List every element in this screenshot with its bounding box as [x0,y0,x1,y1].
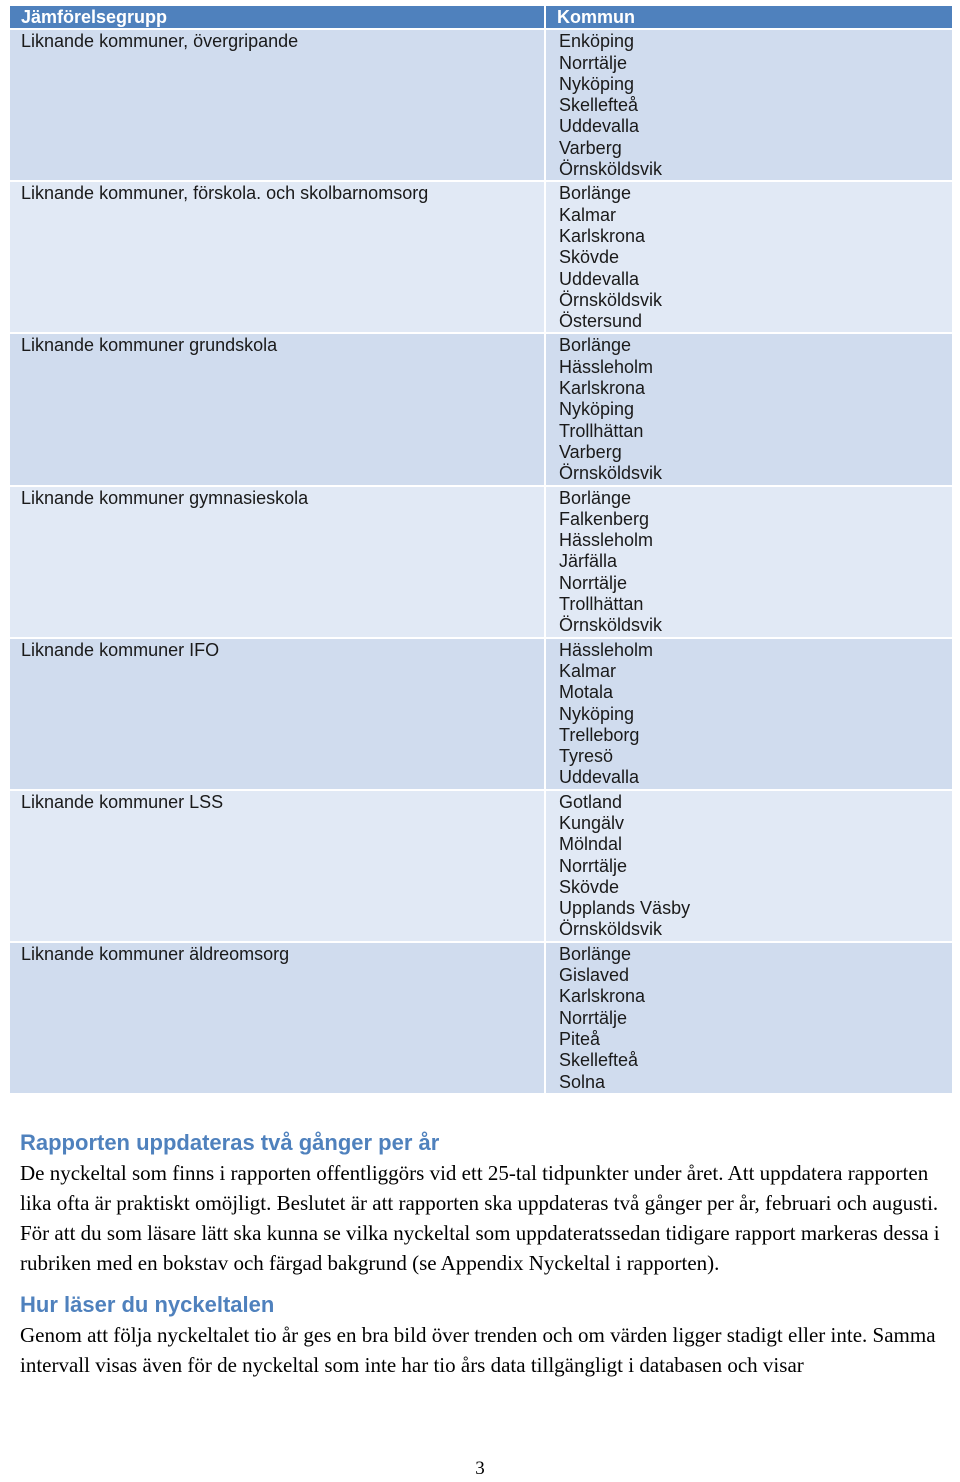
municipality-name: Borlänge [559,487,632,508]
comparison-group-cell: Liknande kommuner LSS [9,790,545,942]
municipality-name: Motala [559,682,614,703]
municipality-name: Karlskrona [559,986,646,1007]
municipality-name: Uddevalla [559,767,640,788]
table-row [9,790,953,942]
municipality-name: Järfälla [559,551,618,572]
municipality-name: Örnsköldsvik [559,159,663,180]
table-body [9,29,953,1094]
municipality-name: Nyköping [559,703,635,724]
municipality-name: Örnsköldsvik [559,919,663,940]
municipality-name: Nyköping [559,399,635,420]
municipality-name: Kalmar [559,660,617,681]
municipality-name: Falkenberg [559,508,650,529]
municipality-name: Karlskrona [559,225,646,246]
municipality-list-cell [545,942,953,1094]
comparison-group-cell: Liknande kommuner äldreomsorg [9,942,545,1094]
municipality-list-cell [545,790,953,942]
municipality-name: Varberg [559,441,622,462]
municipality-name: Uddevalla [559,268,640,289]
table-row [9,333,953,485]
municipality-name: Gislaved [559,965,630,986]
municipality-list-cell [545,333,953,485]
municipality-name: Norrtälje [559,855,628,876]
municipality-name: Örnsköldsvik [559,615,663,636]
municipality-name: Varberg [559,137,622,158]
section-heading-reading: Hur läser du nyckeltalen [20,1292,275,1317]
comparison-group-cell: Liknande kommuner, övergripande [9,29,545,181]
table-row [9,638,953,790]
municipality-name: Kungälv [559,812,625,833]
municipality-name: Skellefteå [559,95,639,116]
municipality-name: Uddevalla [559,116,640,137]
municipality-name: Upplands Väsby [559,898,691,919]
municipality-list-cell [545,638,953,790]
municipality-name: Örnsköldsvik [559,463,663,484]
comparison-group-cell: Liknande kommuner grundskola [9,333,545,485]
municipality-name: Skövde [559,876,620,897]
municipality-name: Gotland [559,791,623,812]
table-row [9,486,953,638]
municipality-name: Trelleborg [559,724,640,745]
column-header-group: Jämförelsegrupp [9,5,545,29]
municipality-name: Skellefteå [559,1050,639,1071]
municipality-name: Karlskrona [559,378,646,399]
municipality-name: Enköping [559,31,635,52]
table-row [9,181,953,333]
section-paragraph-reading: Genom att följa nyckeltalet tio år ges en bra bild över trenden och om värden ligger stadigt eller inte. Samma intervall visas även för de nyckeltal som inte har tio års data tillgängligt i databasen och visar [20,1323,936,1377]
table-row [9,29,953,181]
comparison-group-cell: Liknande kommuner IFO [9,638,545,790]
comparison-group-cell: Liknande kommuner, förskola. och skolbarnomsorg [9,181,545,333]
table-header-row [9,5,953,29]
municipality-list-cell [545,181,953,333]
comparison-group-table [8,4,954,1095]
column-header-municipality: Kommun [545,5,953,29]
municipality-name: Norrtälje [559,572,628,593]
municipality-name: Östersund [559,311,643,332]
section-paragraph-update: De nyckeltal som finns i rapporten offentliggörs vid ett 25-tal tidpunkter under året. Att uppdatera rapporten lika ofta är praktiskt omöjligt. Beslutet är att rapporten ska uppdateras två gånger per år, februari och augusti. För att du som läsare lätt ska kunna se vilka nyckeltal som uppdateratssedan tidigare rapport markeras dessa i rubriken med en bokstav och färgad bakgrund (se Appendix Nyckeltal i rapporten). [20,1161,940,1275]
municipality-name: Trollhättan [559,420,644,441]
municipality-name: Norrtälje [559,52,628,73]
municipality-name: Hässleholm [559,356,654,377]
municipality-name: Hässleholm [559,639,654,660]
section-heading-update: Rapporten uppdateras två gånger per år [20,1130,440,1155]
municipality-name: Trollhättan [559,594,644,615]
municipality-name: Nyköping [559,73,635,94]
municipality-name: Solna [559,1071,606,1092]
page-number: 3 [475,1458,485,1479]
municipality-name: Mölndal [559,834,623,855]
document-body [20,1128,940,1380]
comparison-group-cell: Liknande kommuner gymnasieskola [9,486,545,638]
municipality-name: Piteå [559,1028,601,1049]
table-row [9,942,953,1094]
municipality-name: Kalmar [559,204,617,225]
municipality-name: Hässleholm [559,530,654,551]
municipality-name: Örnsköldsvik [559,289,663,310]
municipality-name: Borlänge [559,943,632,964]
municipality-name: Skövde [559,247,620,268]
municipality-name: Norrtälje [559,1007,628,1028]
municipality-list-cell [545,486,953,638]
municipality-name: Borlänge [559,183,632,204]
municipality-list-cell [545,29,953,181]
municipality-name: Borlänge [559,335,632,356]
municipality-name: Tyresö [559,746,614,767]
